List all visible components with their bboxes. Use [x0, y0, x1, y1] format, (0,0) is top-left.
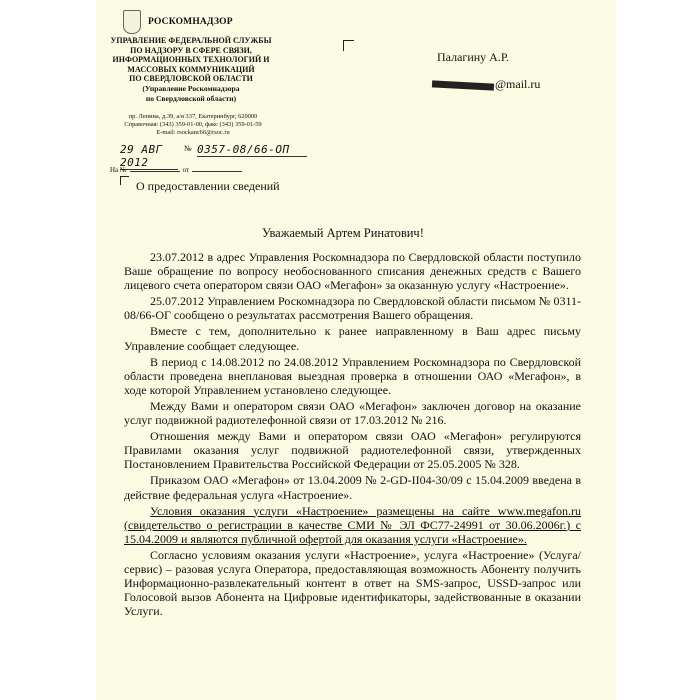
org-full-name [96, 36, 286, 103]
org-line: МАССОВЫХ КОММУНИКАЦИЙ [127, 64, 255, 74]
body-paragraph: 25.07.2012 Управлением Роскомнадзора по Свердловской области письмом № 0311-08/66-ОГ сообщено о результатах рассмотрения Вашего обращения. [124, 294, 581, 323]
org-phone: Справочная: (343) 359-01-00, факс (343) 359-01-59 [124, 121, 262, 129]
recipient-email [432, 77, 540, 92]
address-corner-mark [343, 40, 354, 51]
coat-of-arms-icon [123, 10, 141, 34]
org-email: E-mail: rsockanc66@rsoc.ru [156, 129, 230, 137]
recipient-email-domain: @mail.ru [495, 77, 541, 91]
ref-blank [130, 171, 180, 172]
body-paragraph: Отношения между Вами и оператором связи ОАО «Мегафон» регулируются Правилами оказания услуг подвижной радиотелефонной связи, утвержденных Постановлением Правительства Российской Федерации от 25.05.2005 № 328. [124, 429, 581, 472]
recipient-name: Палагину А.Р. [437, 50, 510, 64]
redaction-mark [432, 80, 494, 90]
org-line: ИНФОРМАЦИОННЫХ ТЕХНОЛОГИЙ И [112, 55, 270, 65]
org-line: ПО СВЕРДЛОВСКОЙ ОБЛАСТИ [129, 74, 253, 84]
body-paragraph-underlined: Условия оказания услуги «Настроение» размещены на сайте www.megafon.ru (свидетельство о регистрации в качестве СМИ № ЭЛ ФС77-24991 от 30.06.2006г.) с 15.04.2009 и являются публичной офертой для оказания услуги «Настроение». [124, 503, 581, 546]
body-paragraph: Между Вами и оператором связи ОАО «Мегафон» заключен договор на оказание услуг подвижной радиотелефонной связи от 17.03.2012 № 216. [124, 398, 581, 428]
subject-corner-mark [120, 176, 129, 185]
body-paragraph: 23.07.2012 в адрес Управления Роскомнадзора по Свердловской области поступило Ваше обращение по вопросу необоснованного списания денежных средств с Вашего лицевого счета оператором связи ОАО «Мегафон» за оказанную услугу «Настроение». [124, 250, 581, 293]
ref-blank [192, 171, 242, 172]
body-paragraph: Приказом ОАО «Мегафон» от 13.04.2009 № 2-GD-II04-30/09 с 15.04.2009 введена в действие федеральная услуга «Настроение». [124, 473, 581, 502]
letter-body [124, 250, 581, 620]
body-paragraph: Вместе с тем, дополнительно к ранее направленному в Ваш адрес письму Управление сообщает следующее. [124, 324, 581, 353]
org-sub-line: (Управление Роскомнадзора [142, 83, 240, 93]
body-paragraph: В период с 14.08.2012 по 24.08.2012 Управлением Роскомнадзора по Свердловской области проведена внеплановая выездная проверка в отношении ОАО «Мегафон», в ходе которой Управлением установлено следующее. [124, 354, 581, 397]
outgoing-number: 0357-08/66-ОП [197, 143, 307, 157]
number-label: № [184, 144, 192, 153]
org-sub-line: по Свердловской области) [145, 93, 237, 103]
org-short-name: РОСКОМНАДЗОР [148, 17, 233, 27]
org-line: ПО НАДЗОРУ В СФЕРЕ СВЯЗИ, [130, 45, 252, 55]
org-contacts [108, 113, 278, 138]
letter-subject: О предоставлении сведений [136, 179, 280, 193]
reference-line [110, 166, 245, 174]
letter-greeting: Уважаемый Артем Ринатович! [262, 226, 424, 240]
outgoing-date: 29 АВГ 2012 [120, 143, 178, 170]
org-address: пр. Ленина, д.39, а/я 337, Екатеринбург, 620000 [128, 113, 258, 120]
ref-from: от [182, 166, 190, 174]
org-line: УПРАВЛЕНИЕ ФЕДЕРАЛЬНОЙ СЛУЖБЫ [110, 36, 272, 45]
body-paragraph: Согласно условиям оказания услуги «Настроение», услуга «Настроение» (Услуга/сервис) – разовая услуга Оператора, предоставляющая возможность Абоненту получить Информационно-развлекательный контент в ответ на SMS-запрос, USSD-запрос или Голосовой вызов Абонента на Цифровые идентификаторы, задействованные в оказании Услуги. [124, 547, 581, 619]
ref-prefix: На № [110, 166, 127, 174]
